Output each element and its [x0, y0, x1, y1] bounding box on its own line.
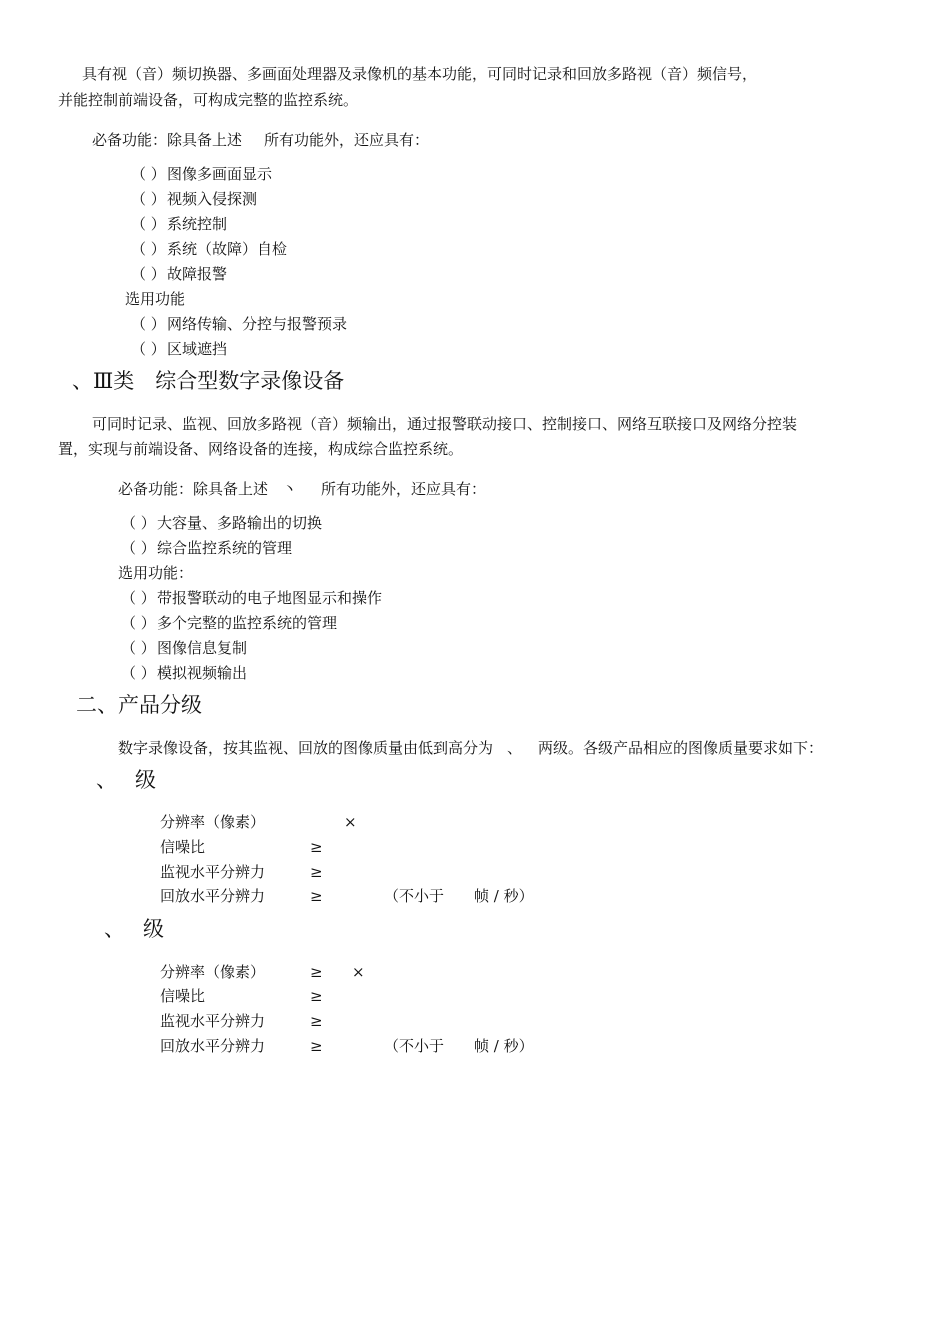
grading-desc-sep: 、	[507, 739, 523, 757]
spec-operator: ≥	[310, 963, 323, 981]
level-prefix: 、	[104, 917, 125, 941]
checkbox-marker: （ ）	[121, 589, 156, 607]
list-item	[131, 264, 227, 284]
checkbox-marker: （ ）	[121, 514, 156, 532]
class2-optional-heading: 选用功能	[125, 290, 186, 308]
grading-desc	[118, 738, 823, 758]
item-label: 视频入侵探测	[167, 190, 258, 208]
spec-label: 分辨率（像素）	[160, 813, 266, 831]
item-label: 网络传输、分控与报警预录	[167, 315, 348, 333]
intro-line-2: 并能控制前端设备，可构成完整的监控系统。	[58, 91, 359, 109]
list-item	[131, 164, 272, 184]
spec-label: 回放水平分辨力	[160, 1037, 266, 1055]
intro-line-1: 具有视（音）频切换器、多画面处理器及录像机的基本功能，可同时记录和回放多路视（音）频信号，	[82, 65, 758, 83]
item-label: 综合监控系统的管理	[157, 539, 293, 557]
class3-optional-heading: 选用功能：	[118, 564, 194, 582]
class3-desc-line-1: 可同时记录、监视、回放多路视（音）频输出，通过报警联动接口、控制接口、网络互联接口及网络分控装	[92, 415, 798, 433]
spec-label: 信噪比	[160, 838, 206, 856]
list-item	[121, 538, 292, 558]
list-item	[121, 613, 337, 633]
grading-heading: 二、产品分级	[76, 693, 202, 717]
item-label: 图像信息复制	[157, 639, 248, 657]
checkbox-marker: （ ）	[131, 165, 166, 183]
checkbox-marker: （ ）	[131, 190, 166, 208]
list-item	[131, 339, 227, 359]
checkbox-marker: （ ）	[121, 539, 156, 557]
checkbox-marker: （ ）	[131, 215, 166, 233]
class3-required-b: 所有功能外，还应具有：	[321, 480, 487, 498]
checkbox-marker: （ ）	[131, 315, 166, 333]
list-item	[131, 214, 227, 234]
item-label: 系统控制	[167, 215, 228, 233]
item-label: 模拟视频输出	[157, 664, 248, 682]
class3-required-intro	[118, 479, 486, 499]
spec-operator: ≥	[310, 1012, 323, 1030]
class2-required-b: 所有功能外，还应具有：	[264, 131, 430, 149]
list-item	[121, 638, 247, 658]
spec-value: ×	[344, 813, 357, 831]
class2-required-intro	[92, 130, 429, 150]
spec-label: 信噪比	[160, 987, 206, 1005]
item-label: 故障报警	[167, 265, 228, 283]
list-item	[131, 239, 287, 259]
list-item	[131, 189, 257, 209]
spec-note: （不小于 帧 / 秒）	[384, 1037, 534, 1055]
list-item	[131, 314, 347, 334]
spec-value: ×	[352, 963, 365, 981]
spec-operator: ≥	[310, 863, 323, 881]
class3-heading: 、Ⅲ类 综合型数字录像设备	[72, 369, 345, 393]
level-title: 级	[143, 917, 164, 941]
spec-operator: ≥	[310, 987, 323, 1005]
grading-desc-b: 两级。各级产品相应的图像质量要求如下：	[538, 739, 824, 757]
checkbox-marker: （ ）	[131, 240, 166, 258]
class3-required-mark: 丶	[282, 480, 298, 498]
item-label: 系统（故障）自检	[167, 240, 288, 258]
item-label: 大容量、多路输出的切换	[157, 514, 323, 532]
spec-operator: ≥	[310, 838, 323, 856]
item-label: 带报警联动的电子地图显示和操作	[157, 589, 383, 607]
list-item	[121, 663, 247, 683]
spec-label: 监视水平分辨力	[160, 863, 266, 881]
checkbox-marker: （ ）	[121, 639, 156, 657]
level-heading	[104, 916, 164, 942]
level-title: 级	[135, 768, 156, 792]
class3-desc-line-2: 置，实现与前端设备、网络设备的连接，构成综合监控系统。	[58, 440, 464, 458]
grading-desc-a: 数字录像设备，按其监视、回放的图像质量由低到高分为	[118, 739, 494, 757]
spec-note: （不小于 帧 / 秒）	[384, 887, 534, 905]
spec-label: 分辨率（像素）	[160, 963, 266, 981]
spec-operator: ≥	[310, 887, 323, 905]
item-label: 图像多画面显示	[167, 165, 273, 183]
level-heading	[96, 767, 156, 793]
level-prefix: 、	[96, 768, 117, 792]
checkbox-marker: （ ）	[121, 614, 156, 632]
spec-label: 回放水平分辨力	[160, 887, 266, 905]
checkbox-marker: （ ）	[121, 664, 156, 682]
class3-required-a: 必备功能：除具备上述	[118, 480, 269, 498]
list-item	[121, 588, 382, 608]
item-label: 多个完整的监控系统的管理	[157, 614, 338, 632]
list-item	[121, 513, 322, 533]
checkbox-marker: （ ）	[131, 340, 166, 358]
item-label: 区域遮挡	[167, 340, 228, 358]
spec-operator: ≥	[310, 1037, 323, 1055]
class2-required-a: 必备功能：除具备上述	[92, 131, 243, 149]
checkbox-marker: （ ）	[131, 265, 166, 283]
spec-label: 监视水平分辨力	[160, 1012, 266, 1030]
